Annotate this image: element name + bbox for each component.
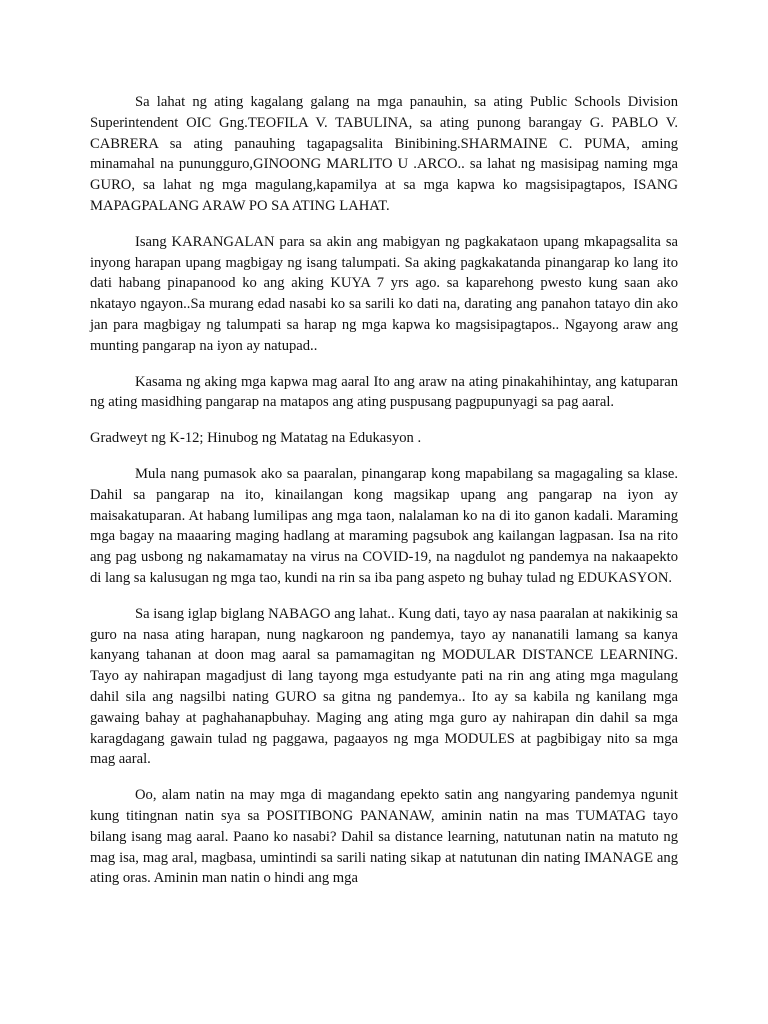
section-heading: Gradweyt ng K-12; Hinubog ng Matatag na Edukasyon . bbox=[90, 430, 422, 447]
document-page bbox=[90, 92, 678, 904]
paragraph-iglap: Sa isang iglap biglang NABAGO ang lahat.. Kung dati, tayo ay nasa paaralan at nakikinig sa guro na nasa ating harapan, nung nagkaroon ng pandemya, tayo ay nananatili lamang sa kanya kanyang tahanan at doon mag aaral sa pamamagitan ng MODULAR DISTANCE LEARNING. Tayo ay nahirapan magadjust di lang tayong mga estudyante pati na rin ang ating mga magulang dahil sila ang nagsilbi nating GURO sa gitna ng pandemya.. Ito ay sa kabila ng kanilang mga gawaing bahay at paghahanapbuhay. Maging ang ating mga guro ay nahirapan din dahil sa mga karagdagang gawain tulad ng paggawa, pagaayos ng mga MODULES at pagbibigay nito sa mga mag aaral. bbox=[90, 605, 678, 768]
paragraph-kasama: Kasama ng aking mga kapwa mag aaral Ito ang araw na ating pinakahihintay, ang katuparan ng ating masidhing pangarap na matapos ang ating puspusang pagpupunyagi sa pag aaral. bbox=[90, 373, 678, 411]
paragraph-karangalan: Isang KARANGALAN para sa akin ang mabigyan ng pagkakataon upang mkapagsalita sa inyong harapan upang magbigay ng isang talumpati. Sa aking pagkakatanda pinangarap ko lang ito dati habang pinapanood ko ang aking KUYA 7 yrs ago. sa kaparehong pwesto kung saan ako nkatayo ngayon..Sa murang edad nasabi ko sa sarili ko dati na, darating ang panahon tatayo din ako jan para magbigay ng talumpati sa harap ng mga kapwa ko magsisipagtapos.. Ngayong araw ang munting pangarap na iyon ay natupad.. bbox=[90, 233, 678, 354]
paragraph-greeting: Sa lahat ng ating kagalang galang na mga panauhin, sa ating Public Schools Division Superintendent OIC Gng.TEOFILA V. TABULINA, sa ating punong barangay G. PABLO V. CABRERA sa ating panauhing tagapagsalita Binibining.SHARMAINE C. PUMA, aming minamahal na punungguro,GINOONG MARLITO U .ARCO.. sa lahat ng masisipag naming mga GURO, sa lahat ng mga magulang,kapamilya at sa mga kapwa ko magsisipagtapos, ISANG MAPAGPALANG ARAW PO SA ATING LAHAT. bbox=[90, 94, 678, 214]
paragraph-mula: Mula nang pumasok ako sa paaralan, pinangarap kong mapabilang sa magagaling sa klase. Dahil sa pangarap na ito, kinailangan kong magsikap upang ang pangarap na iyon ay maisakatuparan. At habang lumilipas ang mga taon, nalalaman ko na di ito ganon kadali. Maraming mga bagay na maaaring maging hadlang at maraming pagsubok ang kailangan lagpasan. Isa na rito ang pag usbong ng nakamamatay na virus na COVID-19, na nagdulot ng pandemya na nakaapekto di lang sa kalusugan ng mga tao, kundi na rin sa iba pang aspeto ng buhay tulad ng EDUKASYON. bbox=[90, 465, 678, 586]
paragraph-oo: Oo, alam natin na may mga di magandang epekto satin ang nangyaring pandemya ngunit kung titingnan natin sya sa POSITIBONG PANANAW, aminin natin na mas TUMATAG tayo bilang isang mag aaral. Paano ko nasabi? Dahil sa distance learning, natutunan natin na matuto ng mag isa, mag aral, magbasa, umintindi sa sarili nating sikap at natutunan din nating IMANAGE ang ating oras. Aminin man natin o hindi ang mga bbox=[90, 787, 678, 887]
